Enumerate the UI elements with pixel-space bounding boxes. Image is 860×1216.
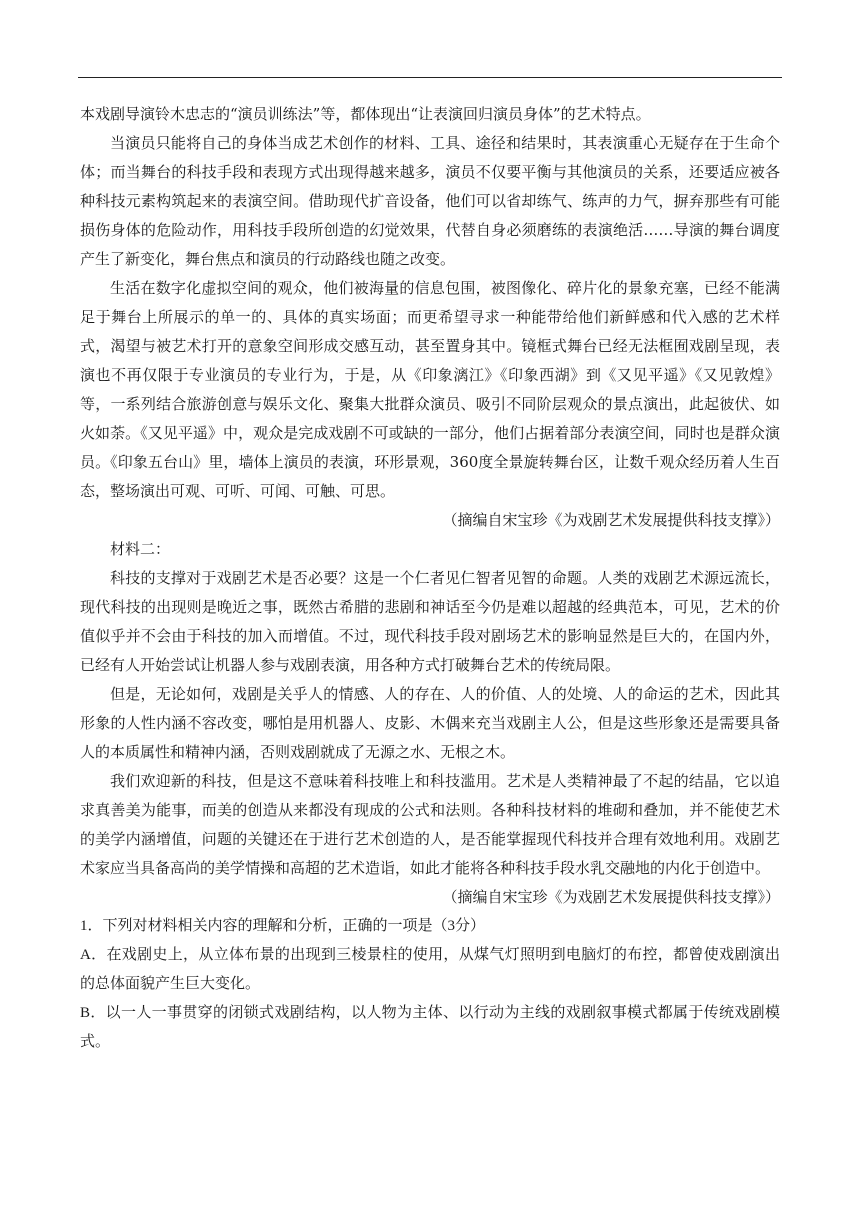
question-stem: 1．下列对材料相关内容的理解和分析，正确的一项是（3分） bbox=[80, 918, 486, 934]
document-body bbox=[80, 100, 780, 1057]
paragraph: 我们欢迎新的科技，但是这不意味着科技唯上和科技滥用。艺术是人类精神最了不起的结晶，它以追求真善美为能事，而美的创造从来都没有现成的公式和法则。各种科技材料的堆砌和叠加，并不能使艺术的美学内涵增值，问题的关键还在于进行艺术创造的人，是否能掌握现代科技并合理有效地利用。戏剧艺术家应当具备高尚的美学情操和高超的艺术造诣，如此才能将各种科技手段水乳交融地的内化于创造中。 bbox=[80, 772, 780, 877]
paragraph: 生活在数字化虚拟空间的观众，他们被海量的信息包围，被图像化、碎片化的景象充塞，已经不能满足于舞台上所展示的单一的、具体的真实场面；而更希望寻求一种能带给他们新鲜感和代入感的艺术样式，渴望与被艺术打开的意象空间形成交感互动，甚至置身其中。镜框式舞台已经无法框囿戏剧呈现，表演也不再仅限于专业演员的专业行为，于是，从《印象漓江》《印象西湖》到《又见平遥》《又见敦煌》等，一系列结合旅游创意与娱乐文化、聚集大批群众演员、吸引不同阶层观众的景点演出，此起彼伏、如火如荼。《又见平遥》中，观众是完成戏剧不可或缺的一部分，他们占据着部分表演空间，同时也是群众演员。《印象五台山》里，墙体上演员的表演，环形景观，360度全景旋转舞台区，让数千观众经历着人生百态，整场演出可观、可听、可闻、可触、可思。 bbox=[80, 279, 780, 500]
source-citation: （摘编自宋宝珍《为戏剧艺术发展提供科技支撑》） bbox=[442, 511, 780, 529]
header-rule bbox=[78, 77, 782, 78]
paragraph: 但是，无论如何，戏剧是关乎人的情感、人的存在、人的价值、人的处境、人的命运的艺术，因此其形象的人性内涵不容改变，哪怕是用机器人、皮影、木偶来充当戏剧主人公，但是这些形象还是需要具备人的本质属性和精神内涵，否则戏剧就成了无源之水、无根之木。 bbox=[80, 685, 780, 761]
material-label: 材料二： bbox=[110, 540, 171, 558]
paragraph: 科技的支撑对于戏剧艺术是否必要？这是一个仁者见仁智者见智的命题。人类的戏剧艺术源远流长，现代科技的出现则是晚近之事，既然古希腊的悲剧和神话至今仍是难以超越的经典范本，可见，艺术的价值似乎并不会由于科技的加入而增值。不过，现代科技手段对剧场艺术的影响显然是巨大的，在国内外，已经有人开始尝试让机器人参与戏剧表演，用各种方式打破舞台艺术的传统局限。 bbox=[80, 569, 780, 674]
paragraph: 当演员只能将自己的身体当成艺术创作的材料、工具、途径和结果时，其表演重心无疑存在于生命个体；而当舞台的科技手段和表现方式出现得越来越多，演员不仅要平衡与其他演员的关系，还要适应被各种科技元素构筑起来的表演空间。借助现代扩音设备，他们可以省却练气、练声的力气，摒弃那些有可能损伤身体的危险动作，用科技手段所创造的幻觉效果，代替自身必须磨练的表演绝活……导演的舞台调度产生了新变化，舞台焦点和演员的行动路线也随之改变。 bbox=[80, 134, 780, 268]
source-citation: （摘编自宋宝珍《为戏剧艺术发展提供科技支撑》） bbox=[442, 888, 780, 906]
paragraph-continued: 本戏剧导演铃木忠志的“演员训练法”等，都体现出“让表演回归演员身体”的艺术特点。 bbox=[80, 105, 651, 123]
option-a: A．在戏剧史上，从立体布景的出现到三棱景柱的使用，从煤气灯照明到电脑灯的布控，都曾使戏剧演出的总体面貌产生巨大变化。 bbox=[80, 947, 780, 992]
option-b: B．以一人一事贯穿的闭锁式戏剧结构，以人物为主体、以行动为主线的戏剧叙事模式都属于传统戏剧模式。 bbox=[80, 1005, 780, 1050]
